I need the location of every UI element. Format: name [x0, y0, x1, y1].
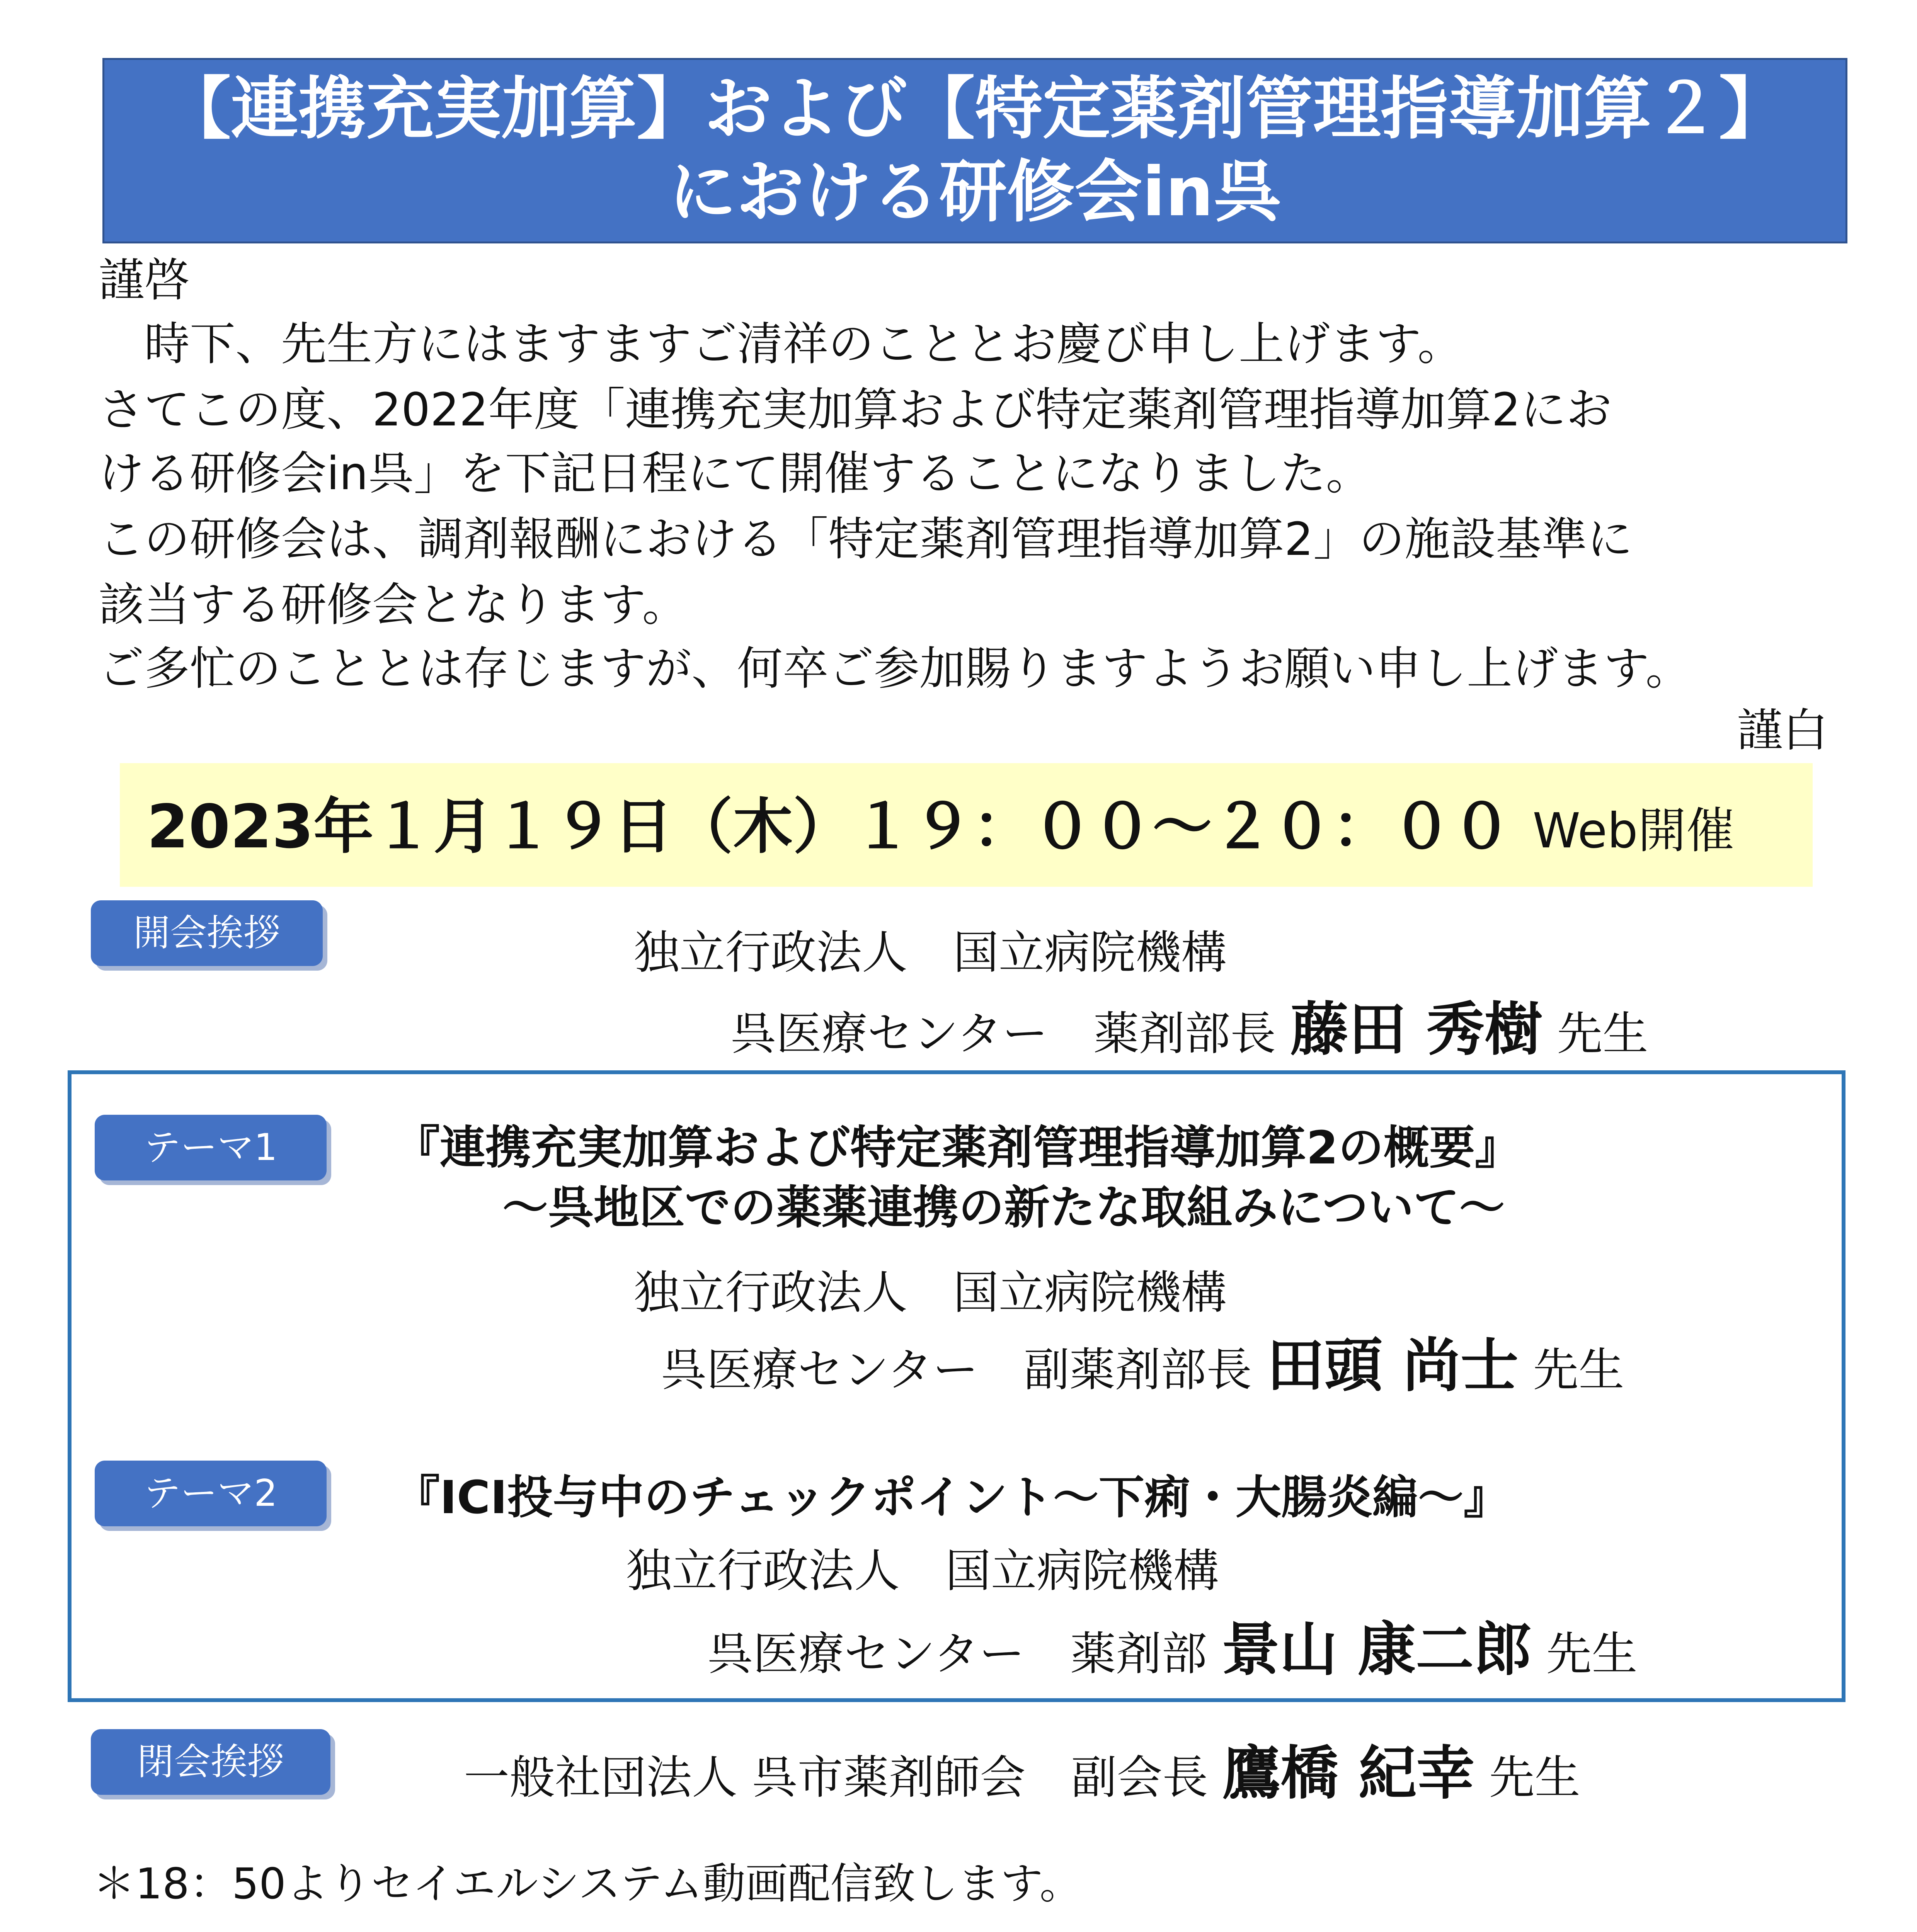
closing-word: 謹白	[1737, 704, 1828, 757]
letter-line-3: ける研修会in呉」を下記日程にて開催することになりました。	[99, 447, 1372, 500]
theme1-title: 『連携充実加算および特定薬剤管理指導加算2の概要』	[394, 1121, 1521, 1174]
theme2-honorific: 先生	[1546, 1627, 1638, 1680]
letter-line-2: さてこの度、2022年度「連携充実加算および特定薬剤管理指導加算2にお	[99, 383, 1612, 436]
event-date	[147, 790, 1735, 868]
note-1: ＊18：50よりセイエルシステム動画配信致します。	[93, 1859, 1082, 1908]
closing-role: 一般社団法人 呉市薬剤師会 副会長	[464, 1751, 1208, 1804]
theme1-subtitle: ～呉地区での薬薬連携の新たな取組みについて～	[502, 1181, 1505, 1234]
letter-line-6: ご多忙のこととは存じますが、何卒ご参加賜りますようお願い申し上げます。	[99, 642, 1691, 695]
event-date-text: 2023年１月１９日（木）１９：００～２０：００	[147, 792, 1512, 862]
opening-honorific: 先生	[1557, 1007, 1648, 1060]
closing-name: 鷹橋 紀幸	[1222, 1740, 1475, 1807]
opening-speaker	[730, 996, 1648, 1065]
closing-speaker	[464, 1740, 1580, 1808]
letter-line-1: 時下、先生方にはますますご清祥のこととお慶び申し上げます。	[99, 317, 1463, 371]
event-mode: Web開催	[1532, 803, 1735, 859]
theme1-role: 呉医療センター 副薬剤部長	[661, 1343, 1252, 1396]
title-banner	[102, 58, 1847, 243]
theme2-title: 『ICI投与中のチェックポイント～下痢・大腸炎編～』	[394, 1471, 1509, 1524]
salutation: 謹啓	[99, 253, 190, 307]
theme2-org: 独立行政法人 国立病院機構	[626, 1544, 1219, 1597]
opening-org: 独立行政法人 国立病院機構	[634, 926, 1227, 979]
theme1-label: テーマ1	[95, 1115, 327, 1180]
theme2-label: テーマ2	[95, 1461, 327, 1526]
closing-honorific: 先生	[1489, 1751, 1580, 1804]
opening-name: 藤田 秀樹	[1290, 996, 1543, 1063]
opening-role: 呉医療センター 薬剤部長	[730, 1007, 1276, 1060]
title-line-1: 【連携充実加算】および【特定薬剤管理指導加算２】	[163, 70, 1787, 148]
closing-label: 閉会挨拶	[91, 1729, 330, 1795]
theme1-org: 独立行政法人 国立病院機構	[634, 1266, 1227, 1319]
theme1-speaker	[661, 1332, 1624, 1401]
theme2-speaker	[707, 1616, 1638, 1685]
title-line-2: における研修会in呉	[669, 153, 1281, 231]
opening-label: 開会挨拶	[91, 900, 323, 966]
theme2-role: 呉医療センター 薬剤部	[707, 1627, 1207, 1680]
letter-line-5: 該当する研修会となります。	[99, 578, 688, 631]
letter-line-4: この研修会は、調剤報酬における「特定薬剤管理指導加算2」の施設基準に	[99, 512, 1633, 566]
theme1-name: 田頭 尚士	[1266, 1332, 1519, 1400]
theme2-name: 景山 康二郎	[1221, 1616, 1532, 1684]
theme1-honorific: 先生	[1533, 1343, 1624, 1396]
